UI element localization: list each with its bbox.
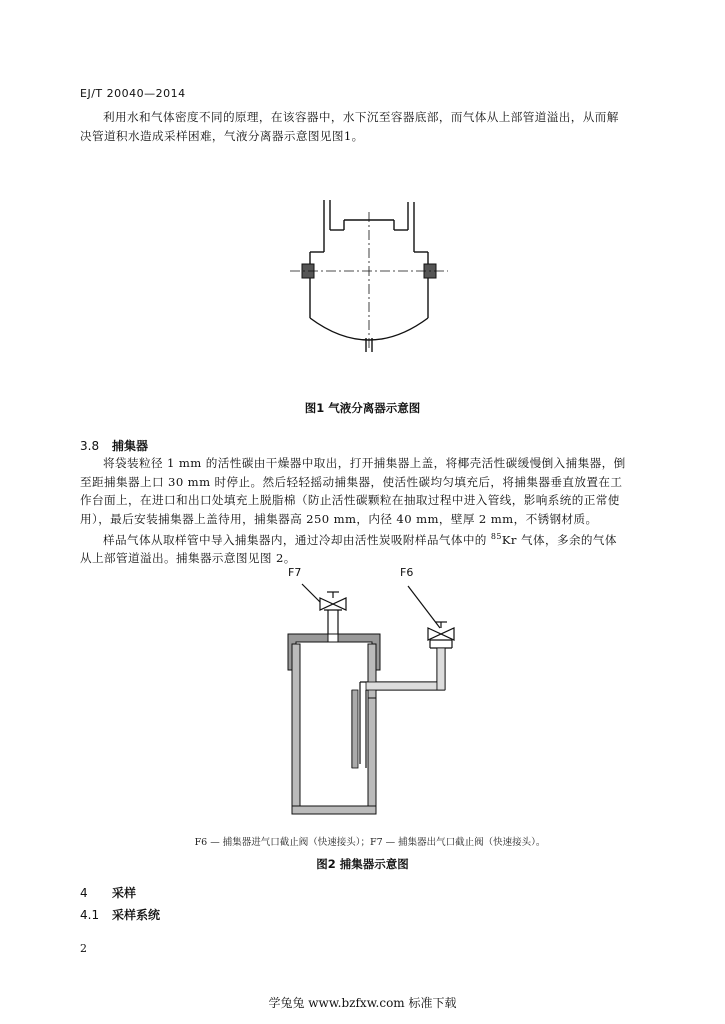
isotope-superscript: 85 [490, 532, 502, 541]
section-4-1-title: 采样系统 [112, 908, 161, 922]
intro-line-2: 决管道积水造成采样困难，气液分离器示意图见图1。 [80, 128, 364, 143]
section-4-title: 采样 [112, 886, 137, 900]
p1-line-2: 至距捕集器上口 30 mm 时停止。然后轻轻摇动捕集器，使活性碳均匀填充后，将捕集器垂直放置在工 [80, 474, 623, 489]
page-number: 2 [80, 942, 87, 955]
figure2-caption: 图2 捕集器示意图 [316, 857, 409, 871]
p1-line-4: 用），最后安装捕集器上盖待用，捕集器高 250 mm，内径 40 mm，壁厚 2 mm，不锈钢材质。 [80, 511, 598, 526]
section-4-number: 4 [80, 886, 88, 900]
section-3-8-heading [80, 437, 148, 454]
section-3-8-title: 捕集器 [112, 439, 149, 453]
label-f7: F7 [288, 566, 302, 579]
p2-line-1-text-end: Kr 气体，多余的气体 [501, 532, 617, 547]
figure2-legend: F6 — 捕集器进气口截止阀（快速接头）；F7 — 捕集器出气口截止阀（快速接头）。 [194, 837, 546, 848]
figure1-separator-diagram [290, 190, 460, 365]
section-3-8-paragraph-1 [80, 454, 660, 528]
figure1-caption: 图1 气液分离器示意图 [304, 401, 421, 415]
p2-line-1 [80, 528, 660, 549]
p1-line-3: 作台面上，在进口和出口处填充上脱脂棉（防止活性碳颗粒在抽取过程中进入管线，影响系统的正常使 [80, 493, 620, 507]
section-4-heading [80, 884, 136, 901]
standard-id: EJ/T 20040—2014 [80, 87, 186, 100]
footer-watermark-link[interactable]: 学兔兔 www.bzfxw.com 标准下载 [268, 996, 457, 1010]
section-3-8-paragraph-2 [80, 528, 660, 568]
p2-line-1-text: 样品气体从取样管中导入捕集器内，通过冷却由活性炭吸附样品气体中的 [103, 532, 491, 547]
intro-paragraph [80, 108, 660, 145]
section-4-1-heading [80, 906, 160, 923]
p2-line-2: 从上部管道溢出。捕集器示意图见图 2。 [80, 551, 296, 566]
label-f6: F6 [400, 566, 414, 579]
p1-line-1: 将袋装粒径 1 mm 的活性碳由干燥器中取出，打开捕集器上盖，将椰壳活性碳缓慢倒入捕集器，倒 [103, 456, 626, 470]
figure2-collector-diagram [280, 578, 480, 828]
intro-line-1: 利用水和气体密度不同的原理，在该容器中，水下沉至容器底部，而气体从上部管道溢出，从而解 [103, 110, 619, 124]
section-3-8-number: 3.8 [80, 439, 100, 453]
section-4-1-number: 4.1 [80, 908, 100, 922]
